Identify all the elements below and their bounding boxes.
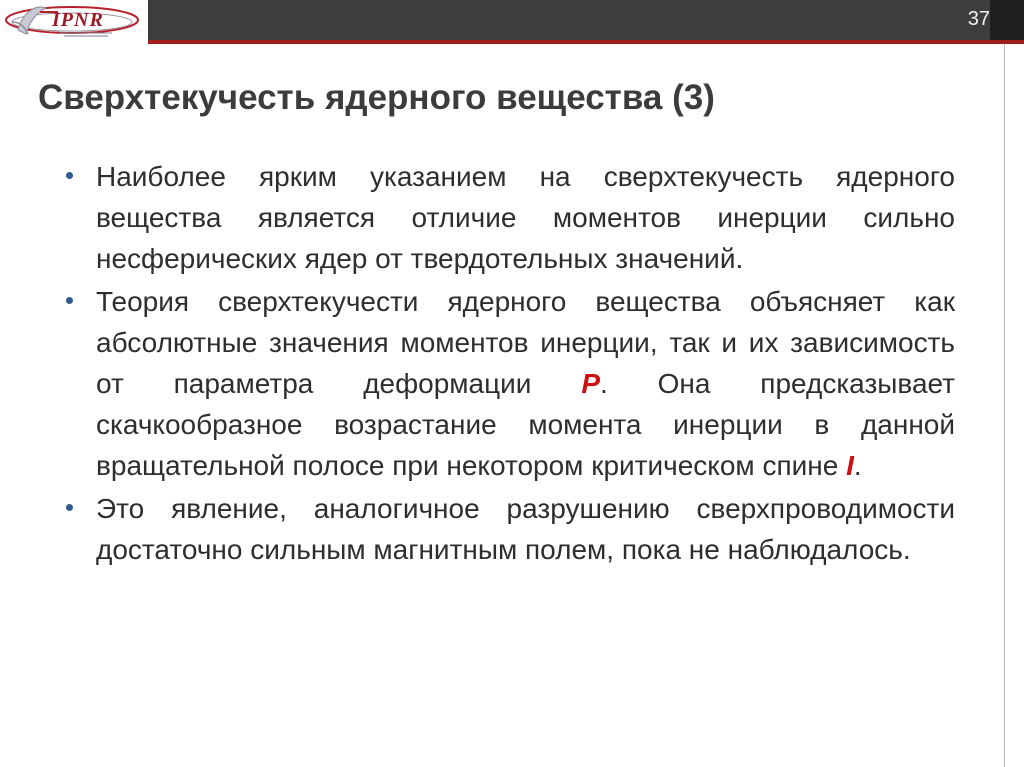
header-bar [148, 0, 990, 40]
bullet-text: . Она предсказывает скачкообразное возрастание момента инерции в данной вращательной полосе при некотором критическом спине [96, 368, 956, 481]
slide-title: Сверхтекучесть ядерного вещества (3) [38, 78, 715, 117]
bullet-text: Наиболее ярким указанием на сверхтекучесть ядерного вещества является отличие моментов инерции сильно несферических ядер от твердотельных значений. [96, 161, 955, 274]
bullet-list [60, 156, 955, 572]
bullet-text: Теория сверхтекучести ядерного вещества объясняет как абсолютные значения моментов инерции, так и их зависимость от параметра деформации [96, 286, 955, 399]
bullet-text: . [853, 450, 862, 481]
page-number: 37 [967, 8, 990, 30]
bullet-dot-icon [66, 172, 73, 179]
bullet-dot-icon [66, 504, 73, 511]
header-stripe [148, 40, 1024, 44]
spin-i: I [846, 450, 854, 481]
right-border-line [1004, 44, 1005, 767]
parameter-p: P [581, 368, 600, 399]
logo-text: IPNR [52, 9, 104, 31]
header-corner [990, 0, 1024, 40]
logo [0, 0, 148, 42]
bullet-item [60, 281, 955, 486]
bullet-dot-icon [66, 297, 73, 304]
bullet-text: Это явление, аналогичное разрушению сверхпроводимости достаточно сильным магнитным полем, пока не наблюдалось. [96, 493, 955, 565]
bullet-item [60, 156, 955, 279]
bullet-item [60, 488, 955, 570]
